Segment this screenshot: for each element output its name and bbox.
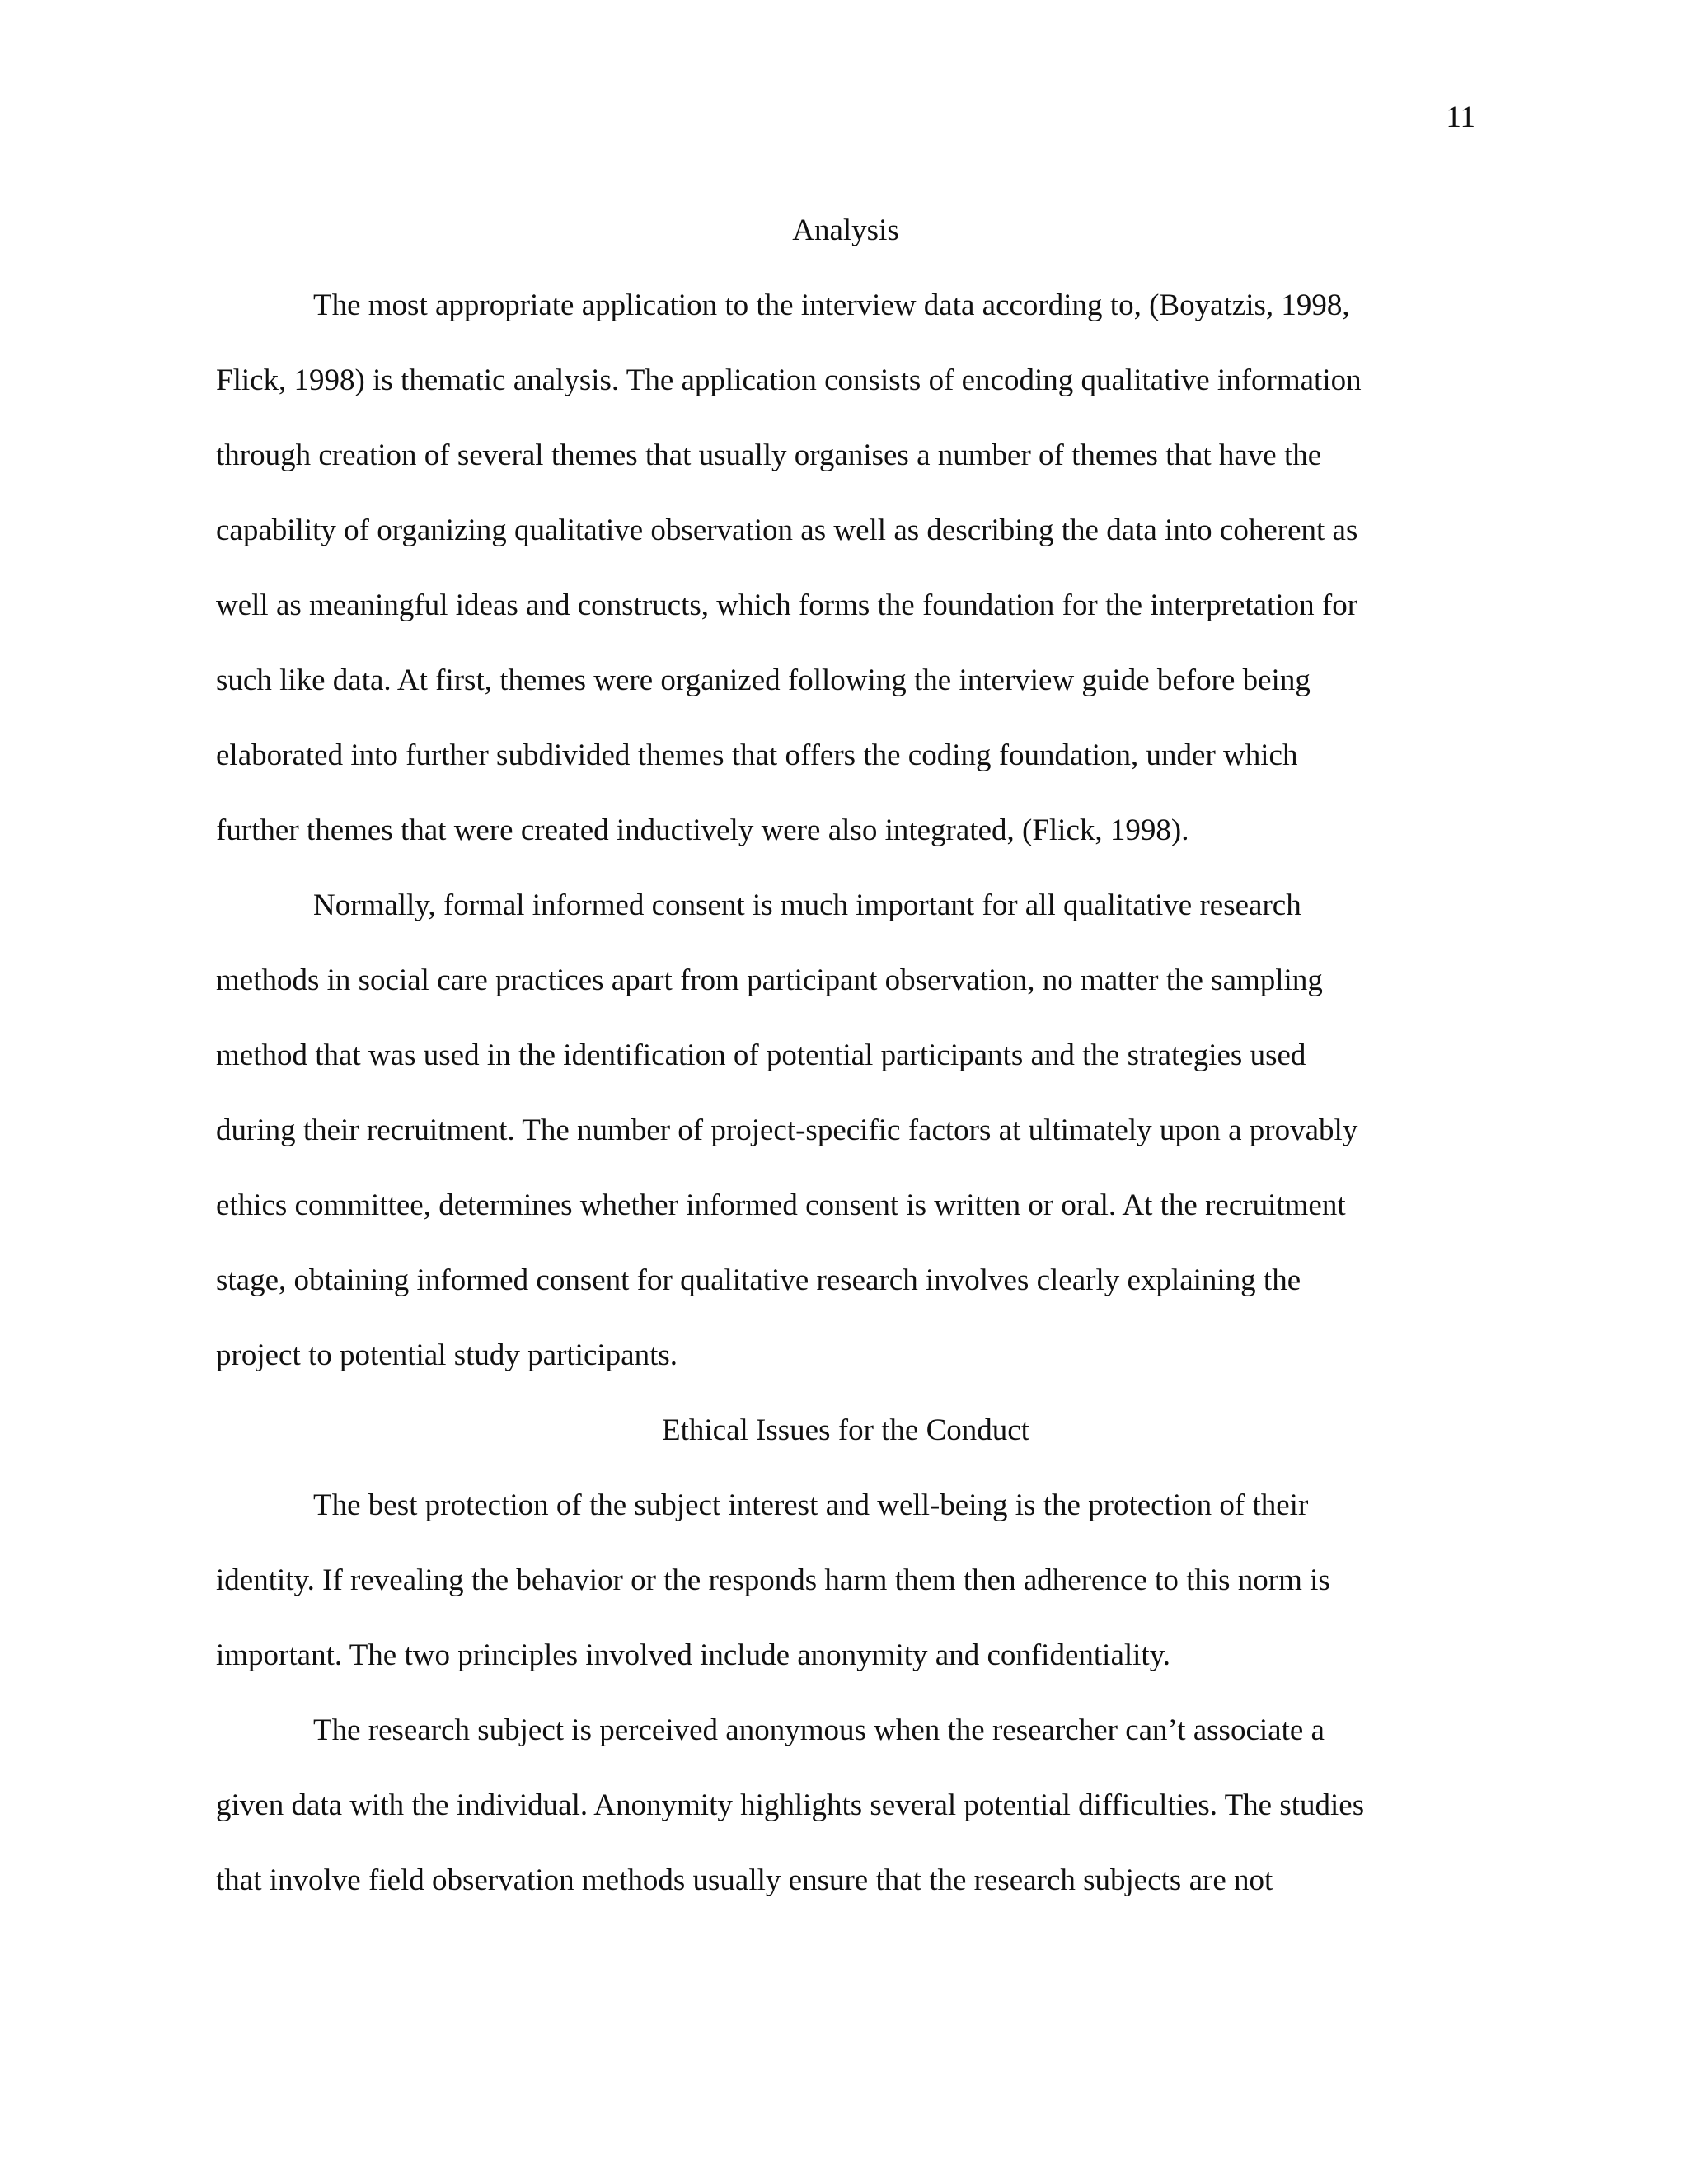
paragraph-line: methods in social care practices apart from participant observation, no matter the sampling bbox=[216, 963, 1323, 997]
paragraph-line: ethics committee, determines whether informed consent is written or oral. At the recruitment bbox=[216, 1188, 1346, 1222]
paragraph-line: given data with the individual. Anonymity highlights several potential difficulties. The studies bbox=[216, 1788, 1365, 1822]
paragraph-line: important. The two principles involved include anonymity and confidentiality. bbox=[216, 1638, 1171, 1672]
paragraph-line: further themes that were created inductively were also integrated, (Flick, 1998). bbox=[216, 813, 1189, 847]
paragraph-line: elaborated into further subdivided themes that offers the coding foundation, under which bbox=[216, 738, 1298, 772]
paragraph-line: identity. If revealing the behavior or the responds harm them then adherence to this norm is bbox=[216, 1563, 1330, 1597]
paragraph-line: The best protection of the subject interest and well-being is the protection of their bbox=[313, 1488, 1309, 1522]
page-number: 11 bbox=[1446, 101, 1475, 134]
paragraph-line: method that was used in the identification of potential participants and the strategies used bbox=[216, 1038, 1306, 1072]
paragraph-line: The most appropriate application to the interview data according to, (Boyatzis, 1998, bbox=[313, 288, 1350, 322]
paragraph-line: Flick, 1998) is thematic analysis. The application consists of encoding qualitative information bbox=[216, 363, 1362, 397]
paragraph-line: capability of organizing qualitative observation as well as describing the data into coherent as bbox=[216, 513, 1358, 547]
document-body bbox=[216, 193, 1475, 1918]
paragraph-line: well as meaningful ideas and constructs, which forms the foundation for the interpretation for bbox=[216, 588, 1358, 622]
paragraph-line: that involve field observation methods usually ensure that the research subjects are not bbox=[216, 1863, 1273, 1897]
section-heading-analysis: Analysis bbox=[792, 213, 899, 247]
paragraph-ethics-2 bbox=[216, 1693, 1475, 1918]
paragraph-line: Normally, formal informed consent is much important for all qualitative research bbox=[313, 888, 1301, 922]
paragraph-line: stage, obtaining informed consent for qualitative research involves clearly explaining the bbox=[216, 1263, 1301, 1297]
paragraph-analysis-2 bbox=[216, 868, 1475, 1393]
paragraph-line: during their recruitment. The number of project-specific factors at ultimately upon a provably bbox=[216, 1113, 1358, 1147]
paragraph-line: The research subject is perceived anonymous when the researcher can’t associate a bbox=[313, 1713, 1325, 1747]
paragraph-line: through creation of several themes that usually organises a number of themes that have the bbox=[216, 438, 1322, 472]
section-heading-ethical-issues: Ethical Issues for the Conduct bbox=[662, 1413, 1029, 1447]
paragraph-analysis-1 bbox=[216, 268, 1475, 868]
paragraph-line: such like data. At first, themes were organized following the interview guide before being bbox=[216, 663, 1311, 697]
paragraph-ethics-1 bbox=[216, 1468, 1475, 1693]
paragraph-line: project to potential study participants. bbox=[216, 1338, 678, 1372]
